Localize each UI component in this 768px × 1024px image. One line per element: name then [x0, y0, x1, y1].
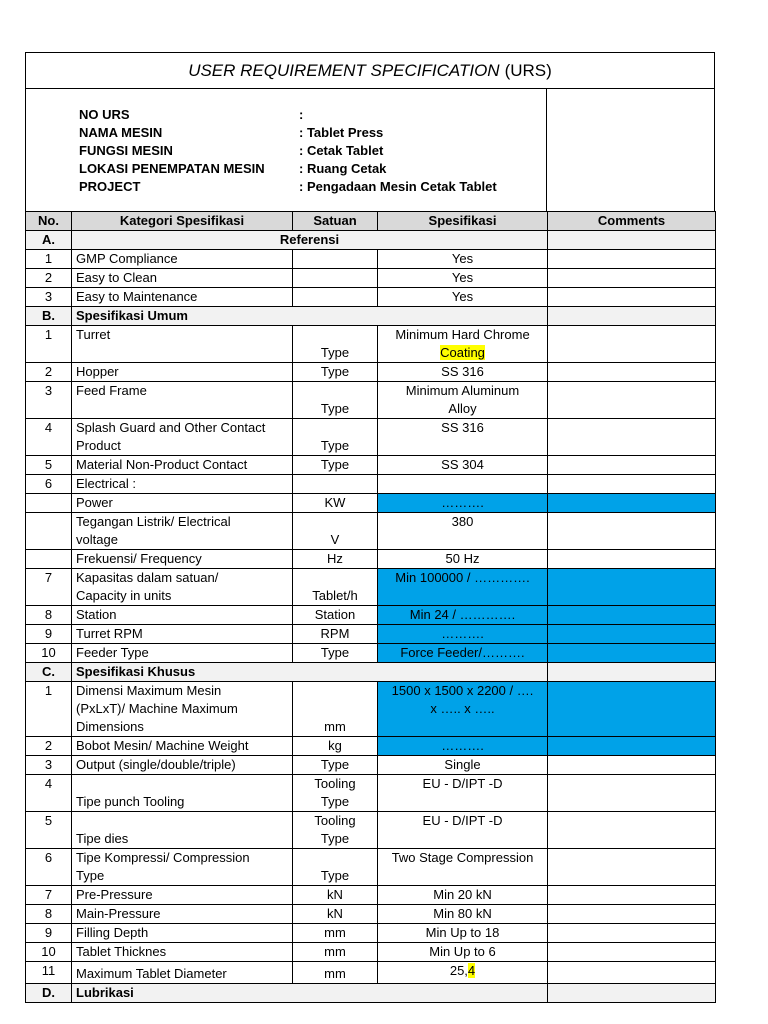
row-kategori	[72, 419, 293, 456]
info-value: : Tablet Press	[299, 125, 384, 140]
row-kategori: Turret RPM	[72, 625, 293, 644]
row-spec: Yes	[378, 288, 548, 307]
comment-cell	[548, 756, 716, 775]
row-spec: Two Stage Compression	[378, 849, 548, 886]
satuan-line: Type	[320, 831, 350, 846]
row-spec	[378, 382, 548, 419]
table-row	[26, 269, 716, 288]
row-satuan: KW	[293, 494, 378, 513]
row-kategori: Tablet Thicknes	[72, 943, 293, 962]
row-satuan: Type	[293, 849, 378, 886]
row-no: 10	[26, 644, 72, 663]
row-no: 1	[26, 250, 72, 269]
comment-cell	[548, 606, 716, 625]
row-no: 6	[26, 849, 72, 886]
row-satuan: Type	[293, 326, 378, 363]
row-spec: Min 20 kN	[378, 886, 548, 905]
row-kategori: Electrical :	[72, 475, 293, 494]
row-satuan: kN	[293, 886, 378, 905]
row-spec: Min Up to 6	[378, 943, 548, 962]
satuan-line: Tooling	[314, 776, 356, 791]
kategori-line: Tipe Kompressi/ Compression	[76, 850, 250, 865]
row-satuan	[293, 475, 378, 494]
table-row	[26, 737, 716, 756]
spec-line: x ….. x …..	[430, 701, 495, 716]
table-row	[26, 456, 716, 475]
table-row	[26, 550, 716, 569]
row-kategori: Bobot Mesin/ Machine Weight	[72, 737, 293, 756]
info-row	[79, 106, 546, 124]
section-title: Spesifikasi Umum	[72, 307, 548, 326]
comment-cell	[548, 494, 716, 513]
section-row	[26, 231, 716, 250]
comment-cell	[548, 625, 716, 644]
comment-cell	[548, 886, 716, 905]
kategori-line: Product	[76, 438, 121, 453]
row-spec: Yes	[378, 269, 548, 288]
satuan-line: Tooling	[314, 813, 356, 828]
row-kategori	[72, 513, 293, 550]
row-satuan: Type	[293, 363, 378, 382]
table-row	[26, 288, 716, 307]
spec-part: 25,	[449, 963, 468, 978]
comment-cell	[548, 924, 716, 943]
row-no: 1	[26, 326, 72, 363]
row-kategori: Frekuensi/ Frequency	[72, 550, 293, 569]
info-label: NO URS	[79, 107, 130, 122]
section-row	[26, 307, 716, 326]
comment-cell	[548, 962, 716, 984]
row-satuan: kg	[293, 737, 378, 756]
row-no: 9	[26, 924, 72, 943]
comment-cell	[548, 663, 716, 682]
kategori-line: Type	[76, 868, 105, 883]
row-kategori: Hopper	[72, 363, 293, 382]
row-spec	[378, 682, 548, 737]
row-satuan: mm	[293, 943, 378, 962]
row-spec: SS 304	[378, 456, 548, 475]
kategori-line: Dimensi Maximum Mesin	[76, 683, 222, 698]
row-satuan: Station	[293, 606, 378, 625]
row-satuan: kN	[293, 905, 378, 924]
comment-cell	[548, 382, 716, 419]
row-kategori: Pre-Pressure	[72, 886, 293, 905]
row-spec: ……….	[378, 625, 548, 644]
section-title: Spesifikasi Khusus	[72, 663, 548, 682]
comment-cell	[548, 250, 716, 269]
section-no: D.	[26, 984, 72, 1003]
row-kategori: Maximum Tablet Diameter	[72, 962, 293, 984]
row-no	[26, 513, 72, 550]
row-satuan: Type	[293, 456, 378, 475]
table-row	[26, 326, 716, 363]
row-no: 4	[26, 775, 72, 812]
row-no: 3	[26, 382, 72, 419]
urs-document	[25, 52, 715, 1003]
table-row	[26, 382, 716, 419]
row-satuan: Type	[293, 756, 378, 775]
title-italic: USER REQUIREMENT SPECIFICATION	[188, 60, 500, 80]
spec-line: Alloy	[448, 401, 477, 416]
info-label: NAMA MESIN	[79, 125, 163, 140]
comment-cell	[548, 363, 716, 382]
comment-cell	[548, 737, 716, 756]
row-spec	[378, 326, 548, 363]
row-spec: SS 316	[378, 363, 548, 382]
comment-cell	[548, 513, 716, 550]
row-satuan	[293, 269, 378, 288]
row-kategori: Tipe dies	[72, 812, 293, 849]
comment-cell	[548, 849, 716, 886]
row-no: 10	[26, 943, 72, 962]
row-spec: Min 80 kN	[378, 905, 548, 924]
comment-cell	[548, 644, 716, 663]
row-kategori: Feeder Type	[72, 644, 293, 663]
header-spesifikasi: Spesifikasi	[378, 212, 548, 231]
row-spec: SS 316	[378, 419, 548, 456]
comment-cell	[548, 569, 716, 606]
comment-cell	[548, 475, 716, 494]
info-value: : Ruang Cetak	[299, 161, 387, 176]
row-no: 3	[26, 288, 72, 307]
comment-cell	[548, 943, 716, 962]
title-suffix: (URS)	[504, 60, 552, 80]
comment-cell	[548, 984, 716, 1003]
comment-cell	[548, 231, 716, 250]
row-spec: Min 100000 / ………….	[378, 569, 548, 606]
table-row	[26, 812, 716, 849]
header-satuan: Satuan	[293, 212, 378, 231]
table-row	[26, 682, 716, 737]
info-value: :	[299, 107, 304, 122]
comment-cell	[548, 269, 716, 288]
row-kategori: Output (single/double/triple)	[72, 756, 293, 775]
row-spec: 50 Hz	[378, 550, 548, 569]
comment-cell	[548, 419, 716, 456]
machine-info	[25, 89, 715, 211]
row-no: 5	[26, 812, 72, 849]
table-row	[26, 924, 716, 943]
kategori-line: Kapasitas dalam satuan/	[76, 570, 219, 585]
table-header	[26, 212, 716, 231]
comment-cell	[548, 326, 716, 363]
section-title: Referensi	[72, 231, 548, 250]
row-no: 7	[26, 569, 72, 606]
info-value: : Pengadaan Mesin Cetak Tablet	[299, 179, 497, 194]
row-spec: Single	[378, 756, 548, 775]
kategori-line: Splash Guard and Other Contact	[76, 420, 266, 435]
info-side-blank	[547, 89, 714, 211]
section-row	[26, 663, 716, 682]
info-row	[79, 160, 546, 178]
table-row	[26, 962, 716, 984]
row-kategori: Tipe punch Tooling	[72, 775, 293, 812]
row-no: 3	[26, 756, 72, 775]
section-no: B.	[26, 307, 72, 326]
kategori-line: Dimensions	[76, 719, 144, 734]
table-row	[26, 775, 716, 812]
row-no: 11	[26, 962, 72, 984]
info-label: FUNGSI MESIN	[79, 143, 173, 158]
spec-line: 1500 x 1500 x 2200 / ….	[391, 683, 534, 698]
row-spec: ……….	[378, 737, 548, 756]
info-row	[79, 142, 546, 160]
row-kategori: Main-Pressure	[72, 905, 293, 924]
row-satuan: RPM	[293, 625, 378, 644]
row-satuan	[293, 288, 378, 307]
header-kategori: Kategori Spesifikasi	[72, 212, 293, 231]
table-row	[26, 606, 716, 625]
info-row	[79, 178, 546, 196]
row-spec	[378, 475, 548, 494]
row-no: 4	[26, 419, 72, 456]
row-spec: 380	[378, 513, 548, 550]
row-spec: ……….	[378, 494, 548, 513]
spec-highlight: Coating	[440, 345, 485, 360]
table-row	[26, 644, 716, 663]
row-no: 5	[26, 456, 72, 475]
row-kategori: Easy to Clean	[72, 269, 293, 288]
table-row	[26, 363, 716, 382]
row-no: 2	[26, 737, 72, 756]
row-kategori: GMP Compliance	[72, 250, 293, 269]
spec-line: Minimum Hard Chrome	[395, 327, 530, 342]
section-no: A.	[26, 231, 72, 250]
row-satuan: Hz	[293, 550, 378, 569]
info-label: LOKASI PENEMPATAN MESIN	[79, 161, 265, 176]
row-kategori: Station	[72, 606, 293, 625]
comment-cell	[548, 550, 716, 569]
table-row	[26, 250, 716, 269]
row-kategori: Power	[72, 494, 293, 513]
row-spec: EU - D/IPT -D	[378, 812, 548, 849]
kategori-line: Tegangan Listrik/ Electrical	[76, 514, 231, 529]
table-row	[26, 569, 716, 606]
row-satuan: Type	[293, 419, 378, 456]
row-satuan: mm	[293, 682, 378, 737]
table-row	[26, 513, 716, 550]
row-satuan	[293, 775, 378, 812]
spec-highlight: 4	[467, 963, 476, 978]
table-row	[26, 475, 716, 494]
row-satuan	[293, 250, 378, 269]
row-no	[26, 550, 72, 569]
comment-cell	[548, 288, 716, 307]
satuan-line: Type	[320, 794, 350, 809]
table-row	[26, 886, 716, 905]
table-row	[26, 756, 716, 775]
kategori-line: Capacity in units	[76, 588, 172, 603]
section-row	[26, 984, 716, 1003]
row-no: 2	[26, 363, 72, 382]
row-no: 1	[26, 682, 72, 737]
row-spec: Min Up to 18	[378, 924, 548, 943]
table-row	[26, 625, 716, 644]
row-kategori: Easy to Maintenance	[72, 288, 293, 307]
row-satuan	[293, 812, 378, 849]
table-row	[26, 419, 716, 456]
header-comments: Comments	[548, 212, 716, 231]
row-kategori: Turret	[72, 326, 293, 363]
row-no: 6	[26, 475, 72, 494]
comment-cell	[548, 812, 716, 849]
row-spec: Yes	[378, 250, 548, 269]
row-spec: Min 24 / ………….	[378, 606, 548, 625]
row-no: 8	[26, 905, 72, 924]
row-kategori: Filling Depth	[72, 924, 293, 943]
comment-cell	[548, 456, 716, 475]
table-row	[26, 849, 716, 886]
row-spec: EU - D/IPT -D	[378, 775, 548, 812]
comment-cell	[548, 775, 716, 812]
spec-line: Minimum Aluminum	[405, 383, 520, 398]
row-no: 2	[26, 269, 72, 288]
row-no: 9	[26, 625, 72, 644]
row-satuan: mm	[293, 962, 378, 984]
row-kategori	[72, 682, 293, 737]
row-no: 8	[26, 606, 72, 625]
info-label: PROJECT	[79, 179, 141, 194]
row-kategori: Material Non-Product Contact	[72, 456, 293, 475]
row-satuan: V	[293, 513, 378, 550]
row-kategori: Feed Frame	[72, 382, 293, 419]
comment-cell	[548, 905, 716, 924]
comment-cell	[548, 307, 716, 326]
comment-cell	[548, 682, 716, 737]
row-no: 7	[26, 886, 72, 905]
info-row	[79, 124, 546, 142]
row-satuan: Type	[293, 382, 378, 419]
row-satuan: mm	[293, 924, 378, 943]
info-fields	[26, 89, 547, 211]
document-title	[25, 52, 715, 89]
row-spec	[378, 962, 548, 984]
row-kategori	[72, 849, 293, 886]
header-no: No.	[26, 212, 72, 231]
info-value: : Cetak Tablet	[299, 143, 384, 158]
row-satuan: Tablet/h	[293, 569, 378, 606]
section-title: Lubrikasi	[72, 984, 548, 1003]
table-row	[26, 905, 716, 924]
row-kategori	[72, 569, 293, 606]
table-row	[26, 943, 716, 962]
table-row	[26, 494, 716, 513]
row-satuan: Type	[293, 644, 378, 663]
section-no: C.	[26, 663, 72, 682]
row-spec: Force Feeder/……….	[378, 644, 548, 663]
row-no	[26, 494, 72, 513]
kategori-line: voltage	[76, 532, 118, 547]
kategori-line: (PxLxT)/ Machine Maximum	[76, 701, 238, 716]
spec-table	[25, 211, 716, 1003]
